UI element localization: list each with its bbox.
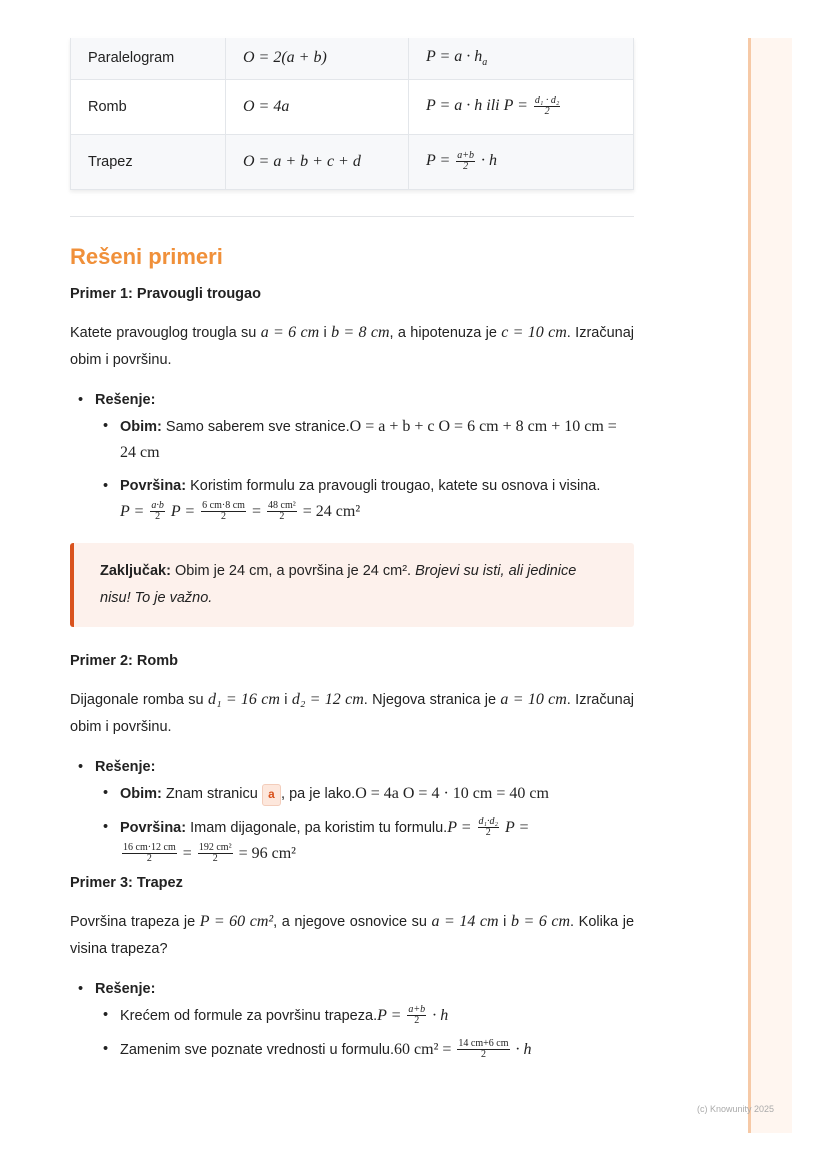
math: P = 60 cm² [199, 912, 274, 930]
label: Površina: [120, 819, 187, 836]
solution-label: Rešenje: [95, 758, 156, 775]
numerator: d₁ · d₂ [534, 95, 560, 106]
shape-cell: Romb [71, 79, 226, 134]
fraction [478, 817, 499, 838]
math: d₂ = 12 cm [291, 690, 364, 708]
denominator: 2 [463, 161, 469, 172]
denominator: 2 [212, 853, 218, 865]
numerator: 14 cm+6 cm [458, 1038, 509, 1050]
numerator: a+b [457, 150, 475, 161]
math: = [182, 844, 192, 862]
math: · h [515, 1040, 532, 1058]
denominator: 2 [155, 511, 161, 523]
math: c = 10 cm [501, 323, 567, 341]
example-1-text [70, 319, 634, 374]
text: Površina trapeza je [70, 913, 200, 930]
inline-code: a [262, 784, 281, 806]
math: d₁ = 16 cm [207, 690, 280, 708]
shape-cell: Trapez [71, 134, 226, 189]
text: , a hipotenuza je [389, 324, 502, 341]
area-formula: P = a · h [426, 48, 483, 66]
example-2-title: Primer 2: Romb [70, 652, 178, 669]
numerator: 6 cm·8 cm [202, 500, 245, 512]
list-item [70, 388, 634, 525]
perimeter-cell: O = a + b + c + d [226, 134, 409, 189]
numerator: 192 cm² [198, 842, 232, 854]
list-item [95, 414, 634, 466]
math: O = a + b + c O = 6 cm + 8 cm + 10 cm = 24 cm [120, 417, 617, 461]
solution-list [70, 755, 634, 867]
solution-label: Rešenje: [95, 391, 156, 408]
callout-label: Zaključak: [100, 562, 171, 579]
document-content [70, 38, 634, 1071]
fraction [267, 501, 297, 522]
divider [70, 216, 634, 217]
denominator: 2 [480, 1049, 486, 1061]
copyright-footer: (c) Knowunity 2025 [697, 1104, 775, 1114]
numerator: 16 cm·12 cm [123, 842, 176, 854]
numerator: 48 cm² [268, 500, 296, 512]
math: a = 10 cm [500, 690, 567, 708]
shape-cell: Paralelogram [71, 38, 226, 79]
math: P = [505, 818, 530, 836]
fraction [150, 501, 165, 522]
text: . Njegova stranica je [363, 691, 501, 708]
denominator: 2 [221, 511, 227, 523]
math: P = [377, 1006, 402, 1024]
text: . Kolika je visina trapeza? [70, 913, 635, 957]
text: Zamenim sve poznate vrednosti u formulu. [120, 1041, 395, 1058]
list-item [70, 755, 634, 867]
numerator: a+b [408, 1004, 426, 1016]
conclusion-callout [70, 543, 634, 627]
denominator: 2 [414, 1015, 420, 1027]
area-formula: P = a · h ili P = [426, 97, 528, 115]
table-row [71, 134, 634, 189]
math: b = 8 cm [331, 323, 390, 341]
fraction [407, 1005, 426, 1026]
denominator: 2 [146, 853, 152, 865]
perimeter-cell: O = 2(a + b) [226, 38, 409, 79]
list-item [95, 781, 634, 807]
fraction [457, 1039, 509, 1060]
solution-label: Rešenje: [95, 980, 156, 997]
math: P = [447, 818, 472, 836]
text: Znam stranicu [161, 785, 262, 802]
math: b = 6 cm [510, 912, 571, 930]
math: O = 4a O = 4 · 10 cm = 40 cm [355, 784, 549, 802]
text: i [498, 913, 511, 930]
list-item [95, 815, 634, 867]
text: i [279, 691, 292, 708]
math: a = 14 cm [431, 912, 499, 930]
callout-italic: Brojevi su isti, ali jedinice nisu! To je važno. [100, 562, 577, 606]
math: P = [170, 502, 196, 520]
solution-list [70, 977, 634, 1063]
text: Imam dijagonale, pa koristim tu formulu. [186, 819, 448, 836]
callout-text: Obim je 24 cm, a površina je 24 cm². [170, 562, 416, 579]
fraction [122, 843, 177, 864]
fraction [534, 96, 560, 117]
denominator: 2 [279, 511, 285, 523]
label: Obim: [120, 785, 162, 802]
table-row [71, 38, 634, 79]
perimeter-cell: O = 4a [226, 79, 409, 134]
area-formula-tail: · h [481, 152, 498, 170]
denominator: 2 [485, 827, 491, 839]
text: , a njegove osnovice su [273, 913, 432, 930]
text: Samo saberem sve stranice. [161, 418, 350, 435]
text: . Izračunaj obim i površinu. [70, 324, 634, 368]
area-cell [409, 38, 634, 79]
math: = [251, 502, 261, 520]
formula-table [70, 38, 634, 190]
text: . Izračunaj obim i površinu. [70, 691, 634, 735]
numerator: d₁·d₂ [478, 816, 498, 828]
fraction [201, 501, 246, 522]
math: · h [432, 1006, 449, 1024]
area-cell [409, 134, 634, 189]
list-item [95, 1003, 634, 1029]
solution-list [70, 388, 634, 525]
text: Dijagonale romba su [70, 691, 208, 708]
side-panel [748, 38, 792, 1133]
text: , pa je lako. [281, 785, 356, 802]
area-cell [409, 79, 634, 134]
list-item [95, 1037, 634, 1063]
math: P = [120, 502, 145, 520]
text: Koristim formulu za pravougli trougao, katete su osnova i visina. [186, 477, 601, 494]
fraction [198, 843, 233, 864]
math: = 96 cm² [238, 844, 296, 862]
math: = 24 cm² [302, 502, 361, 520]
fraction [456, 151, 475, 172]
label: Površina: [120, 477, 187, 494]
table-row [71, 79, 634, 134]
text: Krećem od formule za površinu trapeza. [120, 1007, 378, 1024]
label: Obim: [120, 418, 162, 435]
math: 60 cm² = [394, 1040, 452, 1058]
math: a = 6 cm [260, 323, 320, 341]
text: Katete pravouglog trougla su [70, 324, 261, 341]
area-formula: P = [426, 152, 451, 170]
section-heading: Rešeni primeri [70, 243, 223, 269]
example-1-title: Primer 1: Pravougli trougao [70, 285, 261, 302]
text: i [319, 324, 332, 341]
example-2-text [70, 686, 634, 741]
numerator: a·b [151, 500, 164, 512]
subscript: a [482, 57, 488, 69]
example-3-text [70, 908, 634, 963]
example-3-title: Primer 3: Trapez [70, 874, 183, 891]
list-item [70, 977, 634, 1063]
list-item [95, 474, 634, 525]
denominator: 2 [544, 106, 550, 117]
